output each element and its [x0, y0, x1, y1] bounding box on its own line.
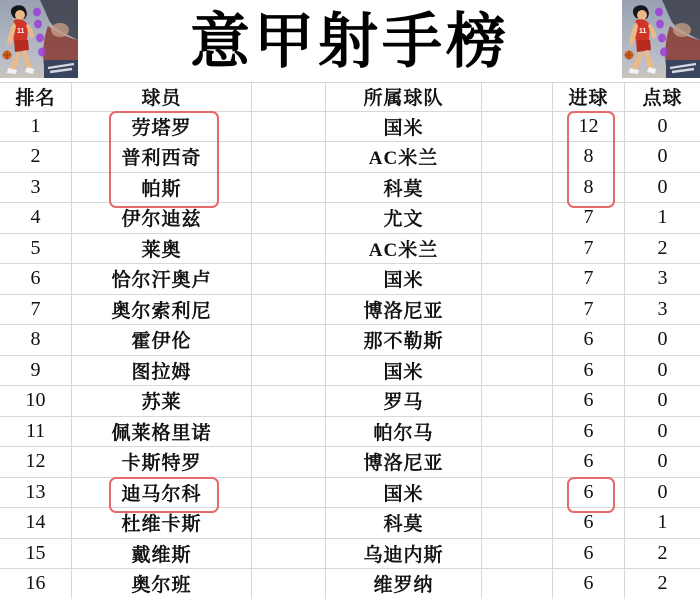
spacer-cell	[482, 173, 553, 204]
player-cell: 伊尔迪兹	[72, 203, 252, 234]
rank-cell: 5	[0, 234, 72, 265]
team-cell: 国米	[326, 112, 482, 143]
jersey-number: 11	[17, 28, 25, 35]
goals-cell: 6	[553, 325, 625, 356]
goals-cell: 6	[553, 508, 625, 539]
goals-cell: 6	[553, 539, 625, 570]
player-cell: 莱奥	[72, 234, 252, 265]
goals-cell: 8	[553, 142, 625, 173]
spacer-cell	[482, 508, 553, 539]
goals-cell: 6	[553, 386, 625, 417]
table-body	[0, 112, 700, 599]
header-penalties: 点球	[625, 83, 700, 112]
goals-cell: 6	[553, 478, 625, 509]
spacer-cell	[252, 83, 326, 112]
spacer-cell	[482, 112, 553, 143]
rank-cell: 4	[0, 203, 72, 234]
header-goals: 进球	[553, 83, 625, 112]
penalties-cell: 2	[625, 569, 700, 599]
spacer-cell	[252, 112, 326, 143]
team-cell: 国米	[326, 478, 482, 509]
penalties-cell: 0	[625, 142, 700, 173]
title-band	[0, 0, 700, 82]
spacer-cell	[252, 447, 326, 478]
table-row	[0, 295, 700, 326]
player-cell: 卡斯特罗	[72, 447, 252, 478]
spacer-cell	[482, 264, 553, 295]
spacer-cell	[482, 386, 553, 417]
team-cell: 科莫	[326, 508, 482, 539]
spacer-cell	[252, 508, 326, 539]
player-cell: 奥尔索利尼	[72, 295, 252, 326]
spacer-cell	[252, 356, 326, 387]
player-cell: 戴维斯	[72, 539, 252, 570]
rank-cell: 9	[0, 356, 72, 387]
spacer-cell	[482, 325, 553, 356]
table-row	[0, 264, 700, 295]
team-cell: 帕尔马	[326, 417, 482, 448]
table-row	[0, 356, 700, 387]
team-cell: 尤文	[326, 203, 482, 234]
spacer-cell	[482, 295, 553, 326]
goals-cell: 8	[553, 173, 625, 204]
rank-cell: 13	[0, 478, 72, 509]
penalties-cell: 0	[625, 447, 700, 478]
player-cell: 霍伊伦	[72, 325, 252, 356]
player-cell: 苏莱	[72, 386, 252, 417]
team-cell: 国米	[326, 264, 482, 295]
header-rank: 排名	[0, 83, 72, 112]
penalties-cell: 0	[625, 478, 700, 509]
penalties-cell: 1	[625, 203, 700, 234]
penalties-cell: 0	[625, 356, 700, 387]
team-cell: AC米兰	[326, 234, 482, 265]
spacer-cell	[252, 234, 326, 265]
team-cell: 乌迪内斯	[326, 539, 482, 570]
spacer-cell	[252, 142, 326, 173]
player-cell: 恰尔汗奥卢	[72, 264, 252, 295]
penalties-cell: 0	[625, 417, 700, 448]
rank-cell: 2	[0, 142, 72, 173]
spacer-cell	[482, 234, 553, 265]
table-row	[0, 569, 700, 599]
basketball-player-illustration	[622, 0, 700, 78]
player-cell: 佩莱格里诺	[72, 417, 252, 448]
rank-cell: 16	[0, 569, 72, 599]
rank-cell: 3	[0, 173, 72, 204]
corner-illustration-right	[622, 0, 700, 78]
player-cell: 奥尔班	[72, 569, 252, 599]
spacer-cell	[482, 569, 553, 599]
player-cell: 劳塔罗	[72, 112, 252, 143]
spacer-cell	[482, 83, 553, 112]
penalties-cell: 0	[625, 112, 700, 143]
team-cell: 那不勒斯	[326, 325, 482, 356]
spacer-cell	[252, 386, 326, 417]
table-row	[0, 203, 700, 234]
penalties-cell: 3	[625, 264, 700, 295]
spacer-cell	[252, 325, 326, 356]
team-cell: 罗马	[326, 386, 482, 417]
goals-cell: 7	[553, 234, 625, 265]
rank-cell: 11	[0, 417, 72, 448]
rank-cell: 10	[0, 386, 72, 417]
spacer-cell	[482, 142, 553, 173]
player-cell: 帕斯	[72, 173, 252, 204]
scorer-table	[0, 82, 700, 599]
rank-cell: 1	[0, 112, 72, 143]
goals-cell: 12	[553, 112, 625, 143]
rank-cell: 6	[0, 264, 72, 295]
jersey-number: 11	[639, 28, 647, 35]
header-team: 所属球队	[326, 83, 482, 112]
player-cell: 普利西奇	[72, 142, 252, 173]
table-row	[0, 447, 700, 478]
rank-cell: 14	[0, 508, 72, 539]
goals-cell: 6	[553, 447, 625, 478]
spacer-cell	[252, 295, 326, 326]
penalties-cell: 1	[625, 508, 700, 539]
penalties-cell: 0	[625, 173, 700, 204]
rank-cell: 7	[0, 295, 72, 326]
table-row	[0, 325, 700, 356]
team-cell: 博洛尼亚	[326, 447, 482, 478]
penalties-cell: 0	[625, 325, 700, 356]
spacer-cell	[252, 173, 326, 204]
table-row	[0, 112, 700, 143]
table-row	[0, 508, 700, 539]
spacer-cell	[252, 264, 326, 295]
table-row	[0, 539, 700, 570]
spacer-cell	[482, 417, 553, 448]
player-cell: 图拉姆	[72, 356, 252, 387]
header-player: 球员	[72, 83, 252, 112]
table-row	[0, 417, 700, 448]
penalties-cell: 2	[625, 539, 700, 570]
table-row	[0, 386, 700, 417]
player-cell: 迪马尔科	[72, 478, 252, 509]
team-cell: 维罗纳	[326, 569, 482, 599]
team-cell: 国米	[326, 356, 482, 387]
table-row	[0, 173, 700, 204]
table-row	[0, 478, 700, 509]
goals-cell: 6	[553, 569, 625, 599]
spacer-cell	[252, 478, 326, 509]
team-cell: 博洛尼亚	[326, 295, 482, 326]
goals-cell: 6	[553, 356, 625, 387]
page-title: 意甲射手榜	[190, 9, 510, 75]
penalties-cell: 2	[625, 234, 700, 265]
spacer-cell	[252, 569, 326, 599]
table-row	[0, 142, 700, 173]
penalties-cell: 3	[625, 295, 700, 326]
spacer-cell	[482, 356, 553, 387]
table-header-row	[0, 83, 700, 112]
rank-cell: 15	[0, 539, 72, 570]
player-cell: 杜维卡斯	[72, 508, 252, 539]
basketball-player-illustration	[0, 0, 78, 78]
spacer-cell	[482, 447, 553, 478]
rank-cell: 12	[0, 447, 72, 478]
goals-cell: 7	[553, 264, 625, 295]
goals-cell: 6	[553, 417, 625, 448]
spacer-cell	[482, 203, 553, 234]
goals-cell: 7	[553, 203, 625, 234]
goals-cell: 7	[553, 295, 625, 326]
spacer-cell	[252, 417, 326, 448]
corner-illustration-left	[0, 0, 78, 78]
rank-cell: 8	[0, 325, 72, 356]
table-row	[0, 234, 700, 265]
spacer-cell	[252, 203, 326, 234]
team-cell: 科莫	[326, 173, 482, 204]
penalties-cell: 0	[625, 386, 700, 417]
team-cell: AC米兰	[326, 142, 482, 173]
spacer-cell	[252, 539, 326, 570]
spacer-cell	[482, 478, 553, 509]
spacer-cell	[482, 539, 553, 570]
